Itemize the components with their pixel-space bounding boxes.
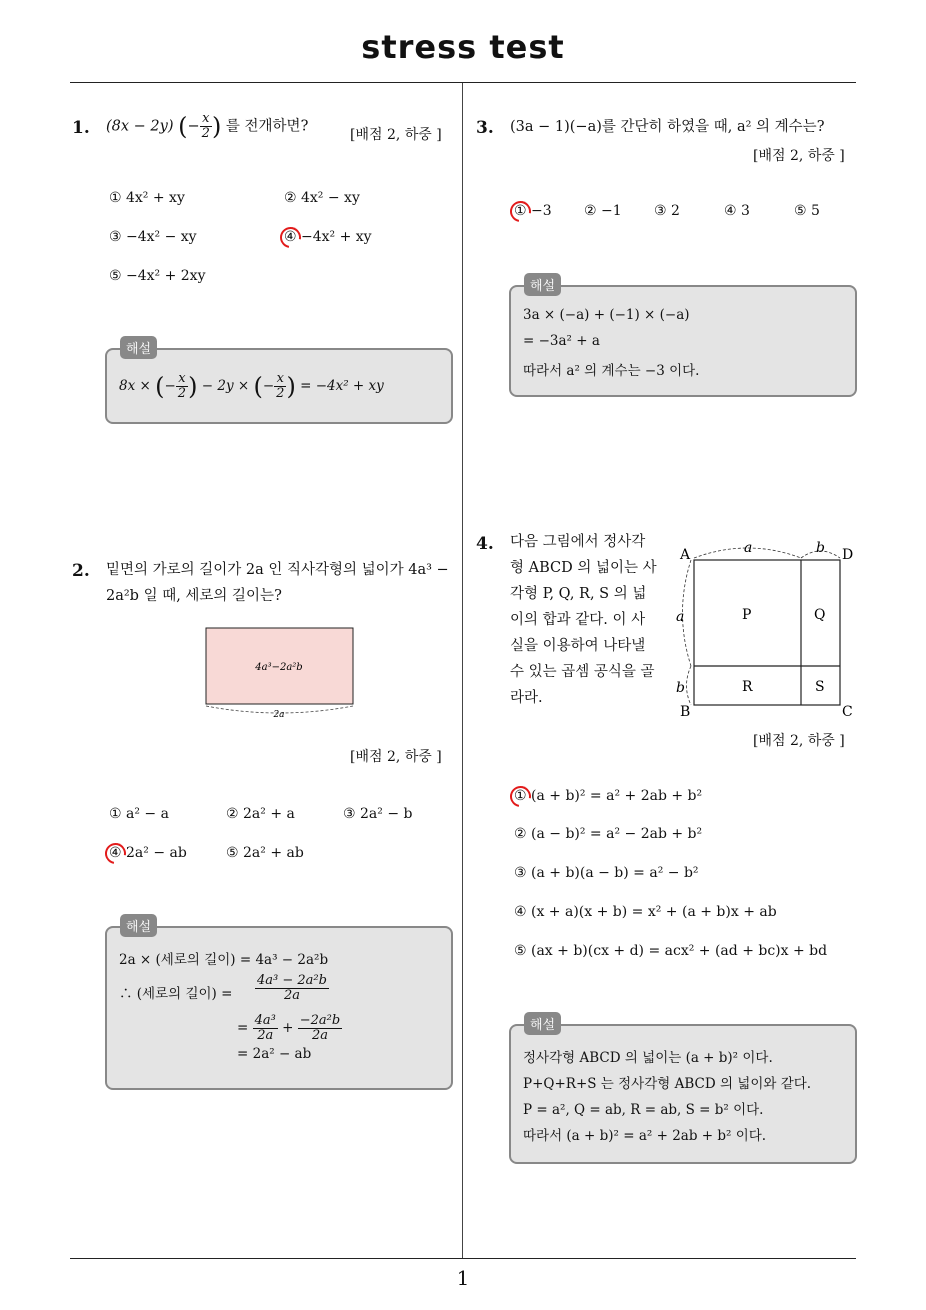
q2-choice-4[interactable]: ④ 2a² − ab: [109, 845, 187, 861]
q3-choice-3[interactable]: ③ 2: [654, 203, 680, 219]
q3-choice-5[interactable]: ⑤ 5: [794, 203, 820, 219]
q1-answer-mark: [276, 223, 305, 252]
q4-region-p: P: [742, 607, 752, 623]
q4-vertex-b: B: [680, 704, 691, 720]
q2-solution-line-3: = $\frac{\text{4a³}}{2a}$ + $\frac{\text{−2a²b}}{2a}$: [237, 1013, 341, 1043]
q1-suffix: 를 전개하면?: [225, 118, 309, 135]
q1-choice-2[interactable]: ② 4x² − xy: [284, 190, 360, 206]
q2-solution-fraction-1: $\frac{\text{4a³ − 2a²b}}{2a}$: [257, 973, 327, 1003]
q3-solution-line-3: 따라서 a² 의 계수는 −3 이다.: [523, 363, 700, 379]
q4-choice-1[interactable]: ① (a + b)² = a² + 2ab + b²: [514, 788, 703, 804]
q1-choice-4[interactable]: ④ −4x² + xy: [284, 229, 372, 245]
q3-choice-1[interactable]: ① −3: [514, 203, 552, 219]
q2-line-2: 2a²b 일 때, 세로의 길이는?: [106, 588, 282, 604]
q4-solution-line-3: P = a², Q = ab, R = ab, S = b² 이다.: [523, 1102, 764, 1118]
q4-solution-line-2: P+Q+R+S 는 정사각형 ABCD 의 넓이와 같다.: [523, 1076, 812, 1092]
q2-number: 2.: [72, 561, 90, 581]
q4-line-3: 각형 P, Q, R, S 의 넓: [510, 586, 647, 602]
q4-solution-line-1: 정사각형 ABCD 의 넓이는 (a + b)² 이다.: [523, 1050, 773, 1066]
q4-answer-mark: [506, 782, 535, 811]
q3-solution-line-1: 3a × (−a) + (−1) × (−a): [523, 307, 690, 323]
q3-answer-mark: [506, 197, 535, 226]
q2-rectangle-figure: [200, 624, 360, 720]
q4-choice-2[interactable]: ② (a − b)² = a² − 2ab + b²: [514, 826, 703, 842]
q4-square-figure: [670, 536, 860, 720]
q4-left-b-brace: [687, 666, 692, 705]
q4-solution-tag: 해설: [524, 1012, 561, 1035]
q1-solution-box: [105, 348, 453, 424]
q4-choice-3[interactable]: ③ (a + b)(a − b) = a² − b²: [514, 865, 699, 881]
q1-prefix: (8x − 2y): [106, 118, 174, 135]
q4-top-a-label: a: [744, 540, 753, 556]
page-number: 1: [456, 1266, 470, 1290]
q4-top-b-label: b: [816, 540, 825, 556]
q3-number: 3.: [476, 118, 494, 138]
q2-solution-line-2: ∴ (세로의 길이) =: [119, 986, 233, 1002]
q1-solution-line: 8x × (− $\frac{x}{2}$ ) − 2y × (− $\frac{x}{2}$ ) = −4x² + xy: [119, 371, 384, 401]
q2-score: [배점 2, 하중 ]: [350, 749, 442, 765]
q3-choice-2[interactable]: ② −1: [584, 203, 622, 219]
q4-vertex-c: C: [842, 704, 853, 720]
column-divider: [462, 83, 463, 1258]
q4-region-r: R: [742, 679, 753, 695]
q3-choice-4[interactable]: ④ 3: [724, 203, 750, 219]
q2-solution-line-4: = 2a² − ab: [237, 1046, 312, 1062]
q4-line-6: 수 있는 곱셈 공식을 골: [510, 664, 655, 680]
q2-choice-5[interactable]: ⑤ 2a² + ab: [226, 845, 304, 861]
q4-line-7: 라라.: [510, 690, 543, 706]
q3-score: [배점 2, 하중 ]: [753, 148, 845, 164]
q1-choice-1[interactable]: ① 4x² + xy: [109, 190, 185, 206]
q2-solution-box: [105, 926, 453, 1090]
q4-left-a-label: a: [676, 609, 685, 625]
q4-choice-5[interactable]: ⑤ (ax + b)(cx + d) = acx² + (ad + bc)x + bd: [514, 943, 828, 959]
q2-solution-line-1: 2a × (세로의 길이) = 4a³ − 2a²b: [119, 952, 329, 968]
q4-line-5: 실을 이용하여 나타낼: [510, 638, 646, 654]
q4-choice-4[interactable]: ④ (x + a)(x + b) = x² + (a + b)x + ab: [514, 904, 777, 920]
bottom-rule: [70, 1258, 856, 1259]
q2-choice-2[interactable]: ② 2a² + a: [226, 806, 295, 822]
q1-question: (8x − 2y) (− $\frac{x}{2}$ ) 를 전개하면?: [106, 111, 309, 141]
top-rule: [70, 82, 856, 83]
q4-left-b-label: b: [676, 680, 685, 696]
q1-score: [배점 2, 하중 ]: [350, 127, 442, 143]
q3-solution-line-2: = −3a² + a: [523, 333, 600, 349]
q2-line-1: 밑면의 가로의 길이가 2a 인 직사각형의 넓이가 4a³ −: [106, 562, 449, 578]
q4-line-1: 다음 그림에서 정사각: [510, 534, 646, 550]
q2-choice-1[interactable]: ① a² − a: [109, 806, 169, 822]
q4-region-s: S: [815, 679, 825, 695]
q2-choice-3[interactable]: ③ 2a² − b: [343, 806, 413, 822]
q4-line-2: 형 ABCD 의 넓이는 사: [510, 560, 657, 576]
q4-solution-line-4: 따라서 (a + b)² = a² + 2ab + b² 이다.: [523, 1128, 767, 1144]
q3-question: (3a − 1)(−a)를 간단히 하였을 때, a² 의 계수는?: [510, 119, 825, 135]
q3-solution-box: [509, 285, 857, 397]
q4-solution-box: [509, 1024, 857, 1164]
q2-rect-label: 4a³−2a²b: [255, 662, 303, 673]
q1-choice-3[interactable]: ③ −4x² − xy: [109, 229, 197, 245]
q4-region-q: Q: [814, 607, 826, 623]
q4-line-4: 이의 합과 같다. 이 사: [510, 612, 646, 628]
q2-base-label: 2a: [273, 710, 285, 720]
q3-solution-tag: 해설: [524, 273, 561, 296]
page-title: stress test: [361, 28, 565, 66]
q1-fraction: $\frac{x}{2}$: [201, 111, 210, 141]
q1-choice-5[interactable]: ⑤ −4x² + 2xy: [109, 268, 206, 284]
q1-solution-tag: 해설: [120, 336, 157, 359]
q4-vertex-d: D: [842, 547, 854, 563]
q4-vertex-a: A: [680, 547, 691, 563]
q2-answer-mark: [101, 839, 130, 868]
q4-score: [배점 2, 하중 ]: [753, 733, 845, 749]
q1-number: 1.: [72, 118, 90, 138]
q4-number: 4.: [476, 534, 494, 554]
q2-solution-tag: 해설: [120, 914, 157, 937]
